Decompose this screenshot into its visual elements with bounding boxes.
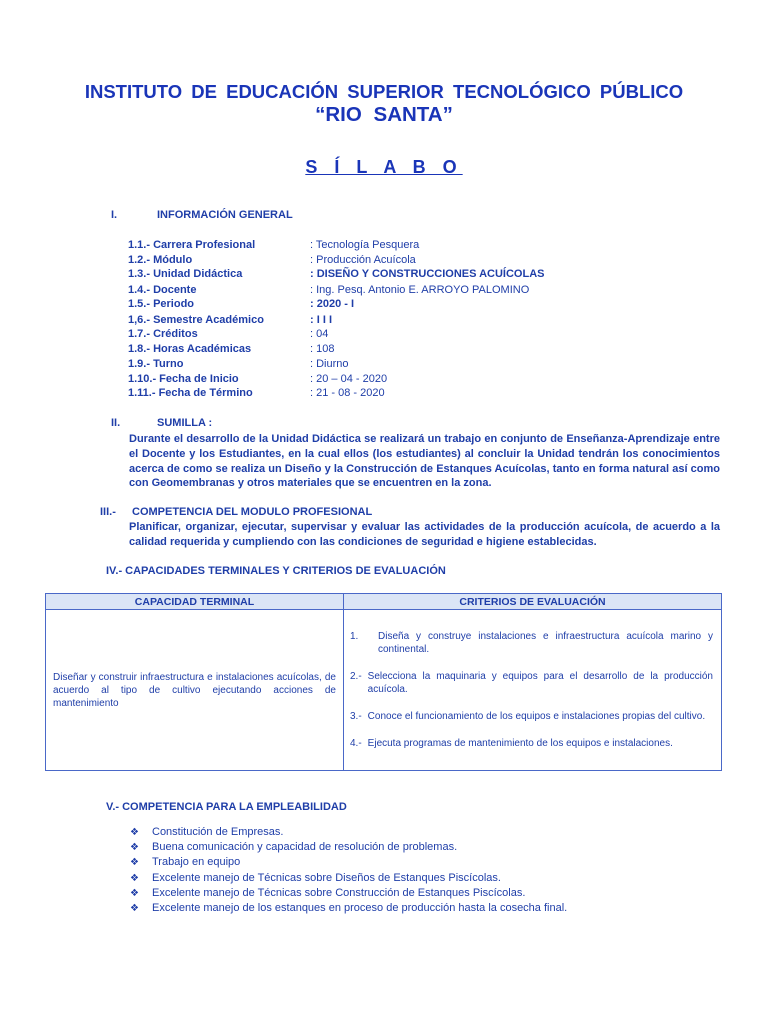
- criteria-item: [350, 710, 713, 723]
- criteria-item: [350, 630, 713, 656]
- list-item: [130, 871, 567, 886]
- info-label: 1.7.- Créditos: [128, 328, 198, 340]
- diamond-bullet-icon: ❖: [130, 857, 139, 869]
- info-row: [128, 328, 628, 343]
- criteria-text: Selecciona la maquinaria y equipos para el desarrollo de la producción acuícola.: [367, 671, 713, 695]
- info-row: [128, 284, 628, 299]
- info-row: [128, 268, 628, 283]
- info-value: : 108: [310, 343, 335, 355]
- info-label: 1.11.- Fecha de Término: [128, 387, 253, 399]
- info-label: 1.9.- Turno: [128, 358, 184, 370]
- section5-title: V.- COMPETENCIA PARA LA EMPLEABILIDAD: [106, 801, 347, 813]
- info-value: : 20 – 04 - 2020: [310, 373, 388, 385]
- info-value: : Ing. Pesq. Antonio E. ARROYO PALOMINO: [310, 284, 530, 296]
- list-item-text: Excelente manejo de Técnicas sobre Diseños de Estanques Piscícolas.: [152, 871, 501, 884]
- list-item: [130, 901, 567, 916]
- section1-title: INFORMACIÓN GENERAL: [157, 209, 293, 221]
- criteria-number: 4.-: [350, 738, 362, 749]
- document-title: S Í L A B O: [305, 157, 463, 177]
- info-row: [128, 373, 628, 388]
- info-label: 1.4.- Docente: [128, 284, 197, 296]
- list-item-text: Excelente manejo de los estanques en proceso de producción hasta la cosecha final.: [152, 901, 568, 914]
- info-value: : DISEÑO Y CONSTRUCCIONES ACUÍCOLAS: [310, 268, 545, 280]
- table-row: [46, 610, 722, 771]
- diamond-bullet-icon: ❖: [130, 887, 139, 899]
- competencia-text: Planificar, organizar, ejecutar, supervisar y evaluar las actividades de la producción acuícola, de acuerdo a la calidad requerida y cumpliendo con las condiciones de seguridad e higiene establecidas.: [129, 521, 720, 548]
- table-header-row: [46, 594, 722, 610]
- section3-title: COMPETENCIA DEL MODULO PROFESIONAL: [132, 506, 373, 518]
- info-row: [128, 254, 628, 269]
- institute-subtitle: “RIO SANTA”: [315, 103, 453, 126]
- info-value: : Tecnología Pesquera: [310, 239, 420, 251]
- sumilla-text: Durante el desarrollo de la Unidad Didáctica se realizará un trabajo en conjunto de Enseñanza-Aprendizaje entre el Docente y los Estudiantes, en la cual ellos (los estudiantes) al concluir la Unidad tendrán los conocimientos acerca de como se realiza un Diseño y la Construcción de Estanques Acuícolas, tanto en forma natural así como con Geomembranas y otros materiales que se encuentren en la zona.: [129, 433, 720, 490]
- section1-number: I.: [111, 209, 118, 221]
- info-row: [128, 298, 628, 313]
- info-label: 1.3.- Unidad Didáctica: [128, 268, 243, 280]
- info-value: : 2020 - I: [310, 298, 355, 310]
- diamond-bullet-icon: ❖: [130, 902, 139, 914]
- list-item: [130, 886, 567, 901]
- section3-number: III.-: [100, 506, 116, 518]
- info-value: : 04: [310, 328, 329, 340]
- criteria-number: 1.: [350, 631, 359, 642]
- info-row: [128, 358, 628, 373]
- employability-list: [130, 825, 567, 916]
- column-header: CRITERIOS DE EVALUACIÓN: [344, 594, 722, 610]
- list-item: [130, 840, 567, 855]
- info-value: : Producción Acuícola: [310, 254, 416, 266]
- info-label: 1,6.- Semestre Académico: [128, 314, 264, 326]
- info-label: 1.1.- Carrera Profesional: [128, 239, 256, 251]
- diamond-bullet-icon: ❖: [130, 872, 139, 884]
- list-item-text: Constitución de Empresas.: [152, 826, 284, 838]
- column-header: CAPACIDAD TERMINAL: [46, 594, 344, 610]
- diamond-bullet-icon: ❖: [130, 842, 139, 854]
- info-row: [128, 387, 628, 402]
- info-value: : 21 - 08 - 2020: [310, 387, 385, 399]
- section2-title: SUMILLA :: [157, 417, 213, 429]
- capacities-table: [45, 593, 722, 771]
- info-value: : I I I: [310, 314, 332, 326]
- diamond-bullet-icon: ❖: [130, 827, 139, 838]
- institute-name: INSTITUTO DE EDUCACIÓN SUPERIOR TECNOLÓGICO PÚBLICO: [84, 81, 684, 102]
- info-row: [128, 314, 628, 329]
- list-item-text: Trabajo en equipo: [152, 856, 241, 869]
- criteria-item: [350, 670, 713, 696]
- list-item-text: Buena comunicación y capacidad de resolución de problemas.: [152, 841, 458, 854]
- info-label: 1.5.- Periodo: [128, 298, 195, 310]
- info-row: [128, 343, 628, 358]
- criteria-cell: [344, 610, 722, 771]
- criteria-text: Conoce el funcionamiento de los equipos e instalaciones propias del cultivo.: [367, 711, 706, 722]
- info-label: 1.8.- Horas Académicas: [128, 343, 252, 355]
- info-row: [128, 239, 628, 254]
- section2-number: II.: [111, 417, 121, 429]
- section4-title: IV.- CAPACIDADES TERMINALES Y CRITERIOS DE EVALUACIÓN: [106, 565, 446, 577]
- list-item: [130, 855, 567, 870]
- criteria-number: 3.-: [350, 711, 362, 722]
- capacity-cell: Diseñar y construir infraestructura e instalaciones acuícolas, de acuerdo al tipo de cultivo ejecutando acciones de mantenimiento: [46, 610, 344, 771]
- list-item: [130, 825, 567, 840]
- info-label: 1.10.- Fecha de Inicio: [128, 373, 239, 385]
- criteria-text: Ejecuta programas de mantenimiento de los equipos e instalaciones.: [367, 738, 673, 749]
- list-item-text: Excelente manejo de Técnicas sobre Construcción de Estanques Piscícolas.: [152, 886, 526, 899]
- criteria-number: 2.-: [350, 671, 362, 682]
- criteria-item: [350, 737, 713, 750]
- info-label: 1.2.- Módulo: [128, 254, 193, 266]
- criteria-text: Diseña y construye instalaciones e infraestructura acuícola marino y continental.: [378, 631, 713, 655]
- info-value: : Diurno: [310, 358, 349, 370]
